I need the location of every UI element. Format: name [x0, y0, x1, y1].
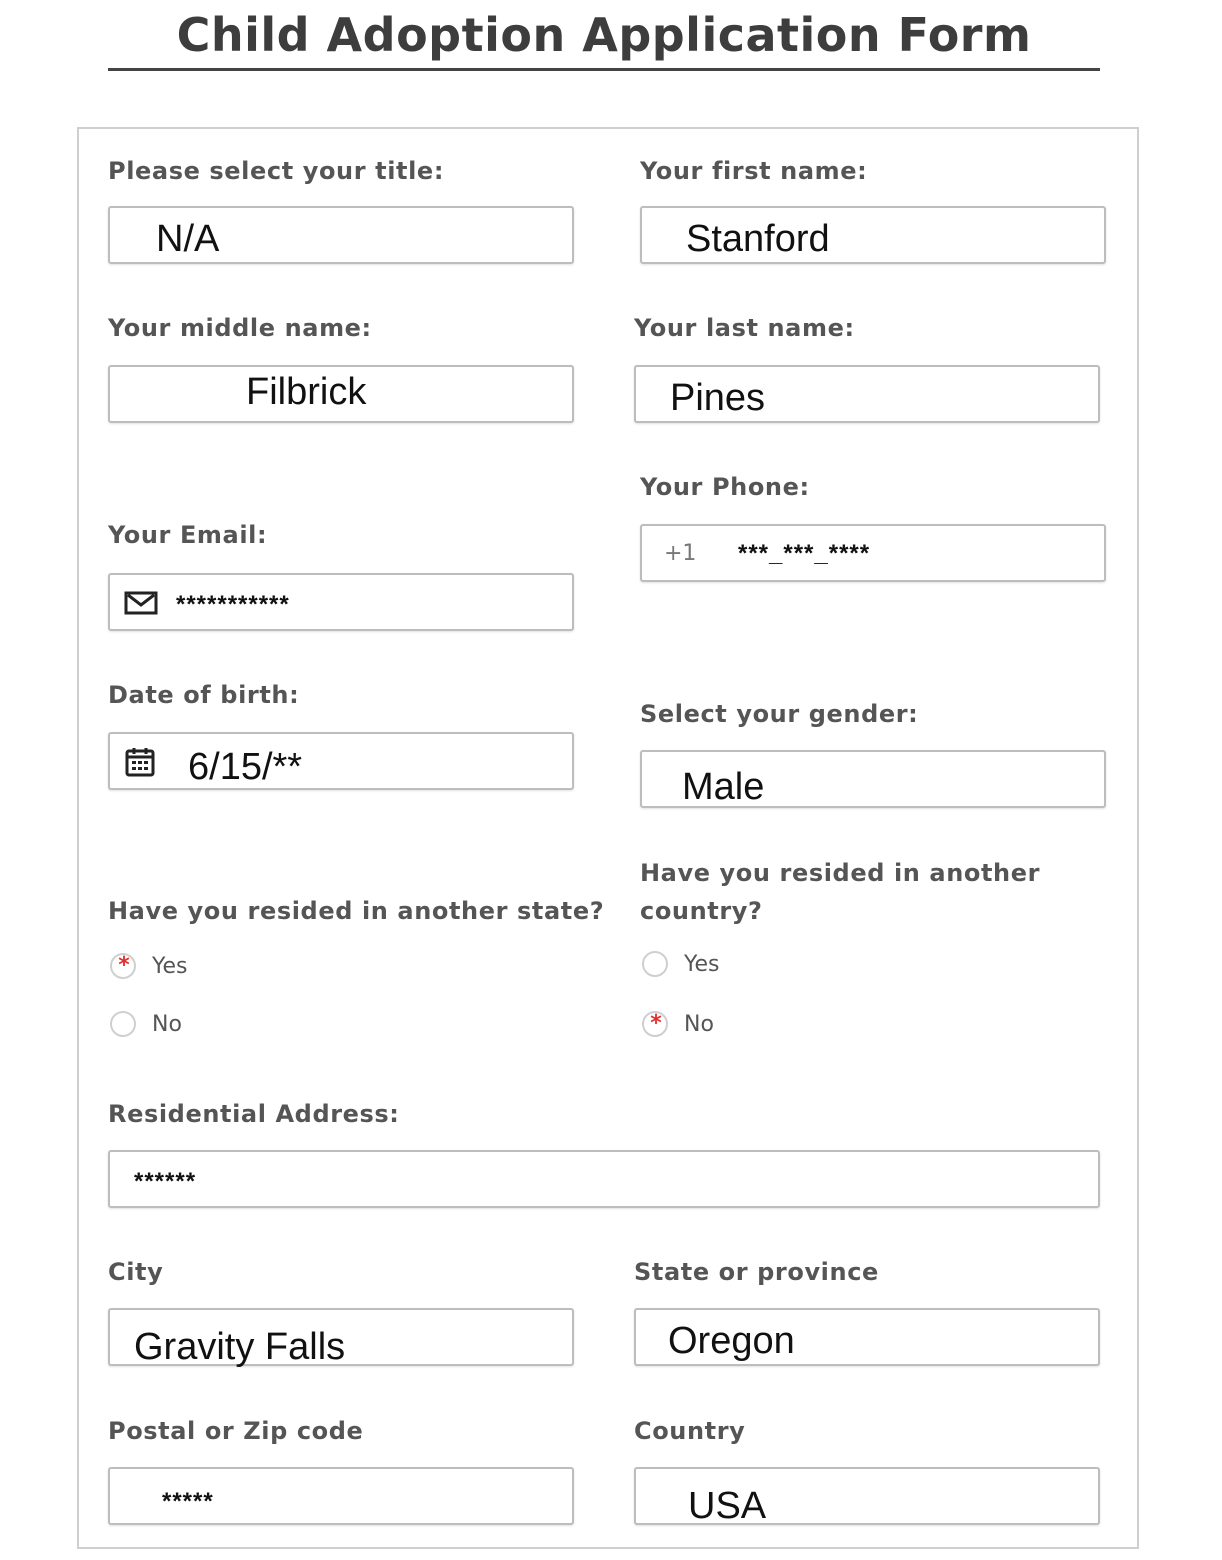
- phone-country-code: +1: [664, 541, 697, 566]
- dob-value: 6/15/**: [188, 746, 303, 788]
- last-name-value: Pines: [670, 377, 766, 419]
- middle-name-label: Your middle name:: [108, 314, 372, 342]
- gender-select[interactable]: [640, 750, 1106, 808]
- other-state-no-radio[interactable]: [110, 1011, 136, 1037]
- other-state-no-option[interactable]: [110, 1011, 310, 1045]
- dob-input[interactable]: [108, 732, 574, 790]
- other-country-yes-radio[interactable]: [642, 951, 668, 977]
- email-input[interactable]: [108, 573, 574, 631]
- other-state-yes-radio[interactable]: *: [110, 953, 136, 979]
- first-name-label: Your first name:: [640, 157, 868, 185]
- state-input[interactable]: [634, 1308, 1100, 1366]
- city-input[interactable]: [108, 1308, 574, 1366]
- middle-name-input[interactable]: [108, 365, 574, 423]
- calendar-icon: [124, 746, 156, 778]
- first-name-value: Stanford: [686, 218, 830, 260]
- address-input[interactable]: [108, 1150, 1100, 1208]
- email-label: Your Email:: [108, 521, 268, 549]
- zip-label: Postal or Zip code: [108, 1417, 364, 1445]
- other-state-yes-option[interactable]: [110, 953, 310, 987]
- state-value: Oregon: [668, 1320, 795, 1362]
- dob-label: Date of birth:: [108, 681, 300, 709]
- title-value: N/A: [156, 218, 220, 260]
- envelope-icon: [124, 590, 158, 616]
- title-select[interactable]: [108, 206, 574, 264]
- title-label: Please select your title:: [108, 157, 445, 185]
- middle-name-value: Filbrick: [246, 371, 367, 413]
- last-name-input[interactable]: [634, 365, 1100, 423]
- other-country-yes-label: Yes: [684, 952, 720, 977]
- other-country-yes-option[interactable]: [642, 951, 842, 985]
- other-state-question: Have you resided in another state?: [108, 897, 605, 925]
- address-value: ******: [134, 1168, 197, 1195]
- title-divider: [108, 68, 1100, 71]
- country-label: Country: [634, 1417, 746, 1445]
- page-title: Child Adoption Application Form: [176, 8, 1032, 62]
- state-label: State or province: [634, 1258, 879, 1286]
- last-name-label: Your last name:: [634, 314, 855, 342]
- address-label: Residential Address:: [108, 1100, 400, 1128]
- city-label: City: [108, 1258, 164, 1286]
- phone-value: ***_***_****: [738, 540, 871, 567]
- phone-label: Your Phone:: [640, 473, 810, 501]
- other-country-no-label: No: [684, 1012, 714, 1037]
- gender-label: Select your gender:: [640, 700, 919, 728]
- other-state-no-label: No: [152, 1012, 182, 1037]
- first-name-input[interactable]: [640, 206, 1106, 264]
- zip-value: *****: [162, 1488, 214, 1515]
- country-input[interactable]: [634, 1467, 1100, 1525]
- phone-input[interactable]: [640, 524, 1106, 582]
- other-country-no-radio[interactable]: *: [642, 1011, 668, 1037]
- zip-input[interactable]: [108, 1467, 574, 1525]
- other-country-question-line2: country?: [640, 897, 763, 925]
- country-value: USA: [688, 1485, 767, 1527]
- other-state-yes-label: Yes: [152, 954, 188, 979]
- other-country-no-option[interactable]: [642, 1011, 842, 1045]
- other-country-question-line1: Have you resided in another: [640, 859, 1041, 887]
- gender-value: Male: [682, 766, 765, 808]
- city-value: Gravity Falls: [134, 1326, 346, 1368]
- email-value: ***********: [176, 591, 290, 618]
